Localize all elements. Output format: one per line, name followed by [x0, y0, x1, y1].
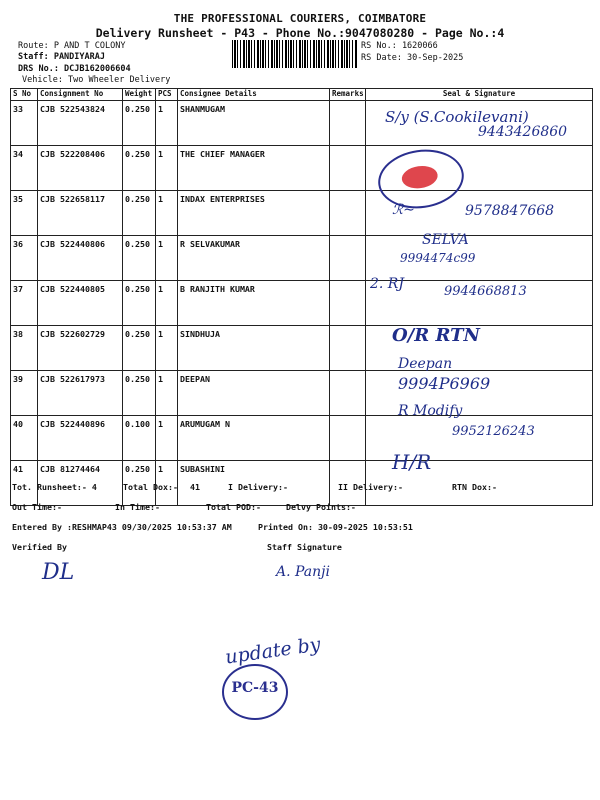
delivery-points: Delvy Points:-: [286, 502, 356, 512]
row-pcs: 1: [156, 236, 178, 281]
row-weight: 0.250: [123, 371, 156, 416]
col-sno: S No: [11, 89, 38, 101]
handwritten-signature: SELVA: [422, 232, 469, 248]
row-consignment: CJB 522440896: [38, 416, 123, 461]
staff-signature-label: Staff Signature: [267, 542, 342, 552]
row-pcs: 1: [156, 191, 178, 236]
table-row: [11, 461, 593, 506]
row-sno: 33: [11, 101, 38, 146]
row-consignment: CJB 522440806: [38, 236, 123, 281]
row-consignment: CJB 522617973: [38, 371, 123, 416]
row-consignee: R SELVAKUMAR: [178, 236, 330, 281]
row-weight: 0.250: [123, 101, 156, 146]
row-pcs: 1: [156, 371, 178, 416]
table-row: [11, 146, 593, 191]
row-sno: 40: [11, 416, 38, 461]
row-consignee: SHANMUGAM: [178, 101, 330, 146]
drs-number: DRS No.: DCJB162006604: [18, 64, 131, 74]
runsheet-subtitle: Delivery Runsheet - P43 - Phone No.:9047080280 - Page No.:4: [95, 26, 505, 40]
handwritten-signature: 2. RJ: [370, 276, 404, 292]
handwritten-signature: R Modify: [398, 403, 463, 419]
row-weight: 0.250: [123, 236, 156, 281]
pc-43-stamp: [222, 664, 288, 720]
row-consignee: SUBASHINI: [178, 461, 330, 506]
staff-signature: A. Panji: [276, 564, 330, 580]
row-sno: 39: [11, 371, 38, 416]
col-remarks: Remarks: [330, 89, 366, 101]
row-consignee: B RANJITH KUMAR: [178, 281, 330, 326]
col-seal-signature: Seal & Signature: [366, 89, 593, 101]
total-dox-label: Total Dox:-: [123, 482, 178, 492]
total-runsheet: Tot. Runsheet:- 4: [12, 482, 97, 492]
rs-number: RS No.: 1620066: [361, 41, 438, 51]
verified-by-label: Verified By: [12, 542, 67, 552]
col-consignee: Consignee Details: [178, 89, 330, 101]
row-remarks: [330, 191, 366, 236]
i-delivery: I Delivery:-: [228, 482, 288, 492]
row-pcs: 1: [156, 416, 178, 461]
row-consignee: SINDHUJA: [178, 326, 330, 371]
row-sno: 35: [11, 191, 38, 236]
row-remarks: [330, 281, 366, 326]
row-weight: 0.250: [123, 326, 156, 371]
row-remarks: [330, 146, 366, 191]
vehicle: Vehicle: Two Wheeler Delivery: [22, 75, 171, 85]
handwritten-signature: Deepan: [398, 356, 453, 372]
row-weight: 0.250: [123, 191, 156, 236]
row-weight: 0.250: [123, 281, 156, 326]
row-pcs: 1: [156, 326, 178, 371]
row-sno: 34: [11, 146, 38, 191]
col-consignment: Consignment No: [38, 89, 123, 101]
row-consignment: CJB 522602729: [38, 326, 123, 371]
total-pod: Total POD:-: [206, 502, 261, 512]
handwritten-phone: 9578847668: [465, 203, 555, 219]
table-row: [11, 371, 593, 416]
row-consignee: ARUMUGAM N: [178, 416, 330, 461]
row-pcs: 1: [156, 281, 178, 326]
verifier-signature: DL: [42, 560, 75, 585]
row-consignment: CJB 522440805: [38, 281, 123, 326]
seal-red-mark: [400, 164, 439, 191]
col-weight: Weight: [123, 89, 156, 101]
row-sno: 36: [11, 236, 38, 281]
route: Route: P AND T COLONY: [18, 41, 126, 51]
row-remarks: [330, 326, 366, 371]
row-weight: 0.250: [123, 461, 156, 506]
rtn-dox: RTN Dox:-: [452, 482, 497, 492]
row-consignment: CJB 522208406: [38, 146, 123, 191]
handwritten-remark: H/R: [392, 450, 432, 474]
row-weight: 0.250: [123, 146, 156, 191]
rs-date: RS Date: 30-Sep-2025: [361, 53, 464, 63]
row-remarks: [330, 101, 366, 146]
total-dox-value: 41: [190, 482, 200, 492]
row-consignee: THE CHIEF MANAGER: [178, 146, 330, 191]
row-sno: 37: [11, 281, 38, 326]
in-time: In Time:-: [115, 502, 160, 512]
row-consignment: CJB 522543824: [38, 101, 123, 146]
update-note: update by: [223, 633, 322, 669]
row-remarks: [330, 416, 366, 461]
barcode: [232, 40, 357, 68]
handwritten-phone: 9994P6969: [398, 374, 491, 393]
handwritten-remark-return: O/R RTN: [392, 325, 480, 346]
handwritten-signature: S/y (S.Cookilevani): [385, 108, 529, 126]
table-row: [11, 236, 593, 281]
handwritten-phone: 9443426860: [478, 124, 568, 140]
row-pcs: 1: [156, 146, 178, 191]
row-consignment: CJB 81274464: [38, 461, 123, 506]
row-pcs: 1: [156, 101, 178, 146]
row-weight: 0.100: [123, 416, 156, 461]
row-sno: 41: [11, 461, 38, 506]
row-consignee: DEEPAN: [178, 371, 330, 416]
out-time: Out Time:-: [12, 502, 62, 512]
row-pcs: 1: [156, 461, 178, 506]
handwritten-signature: ℛ∼: [392, 202, 415, 218]
row-consignment: CJB 522658117: [38, 191, 123, 236]
row-consignee: INDAX ENTERPRISES: [178, 191, 330, 236]
handwritten-phone: 9944668813: [444, 284, 527, 299]
company-title: THE PROFESSIONAL COURIERS, COIMBATORE: [173, 12, 427, 25]
table-row: [11, 326, 593, 371]
stamp-code: PC-43: [231, 680, 279, 696]
printed-on: Printed On: 30-09-2025 10:53:51: [258, 522, 413, 532]
ii-delivery: II Delivery:-: [338, 482, 403, 492]
handwritten-phone: 9952126243: [452, 424, 535, 439]
row-remarks: [330, 236, 366, 281]
staff: Staff: PANDIYARAJ: [18, 52, 105, 62]
handwritten-phone: 9994474c99: [400, 251, 476, 265]
row-sno: 38: [11, 326, 38, 371]
col-pcs: PCS: [156, 89, 178, 101]
row-remarks: [330, 371, 366, 416]
entered-by: Entered By :RESHMAP43 09/30/2025 10:53:37 AM: [12, 522, 232, 532]
table-header: [11, 89, 593, 101]
